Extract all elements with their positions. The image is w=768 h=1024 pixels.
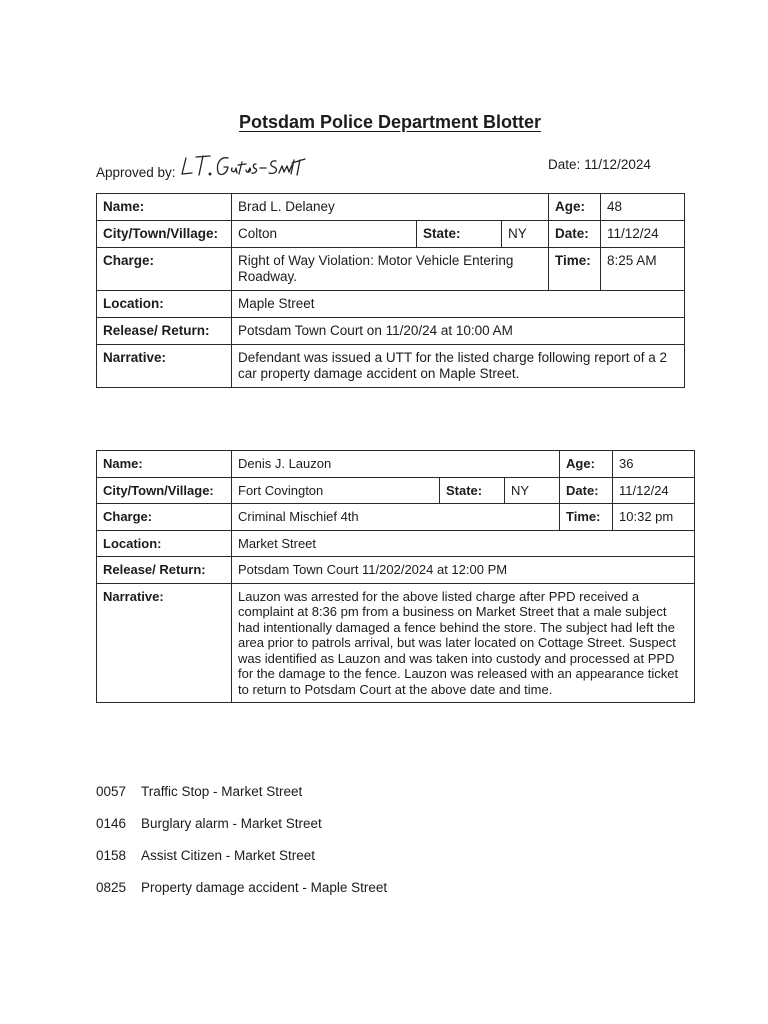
report-date [548, 157, 651, 172]
approved-by [96, 150, 310, 180]
date-value: 11/12/24 [601, 221, 685, 248]
date-value: 11/12/2024 [584, 157, 651, 172]
log-text: Traffic Stop - Market Street [141, 784, 303, 799]
time-label: Time: [560, 504, 613, 531]
name-value: Brad L. Delaney [232, 194, 549, 221]
name-value: Denis J. Lauzon [232, 451, 560, 478]
location-label: Location: [97, 291, 232, 318]
time-value: 10:32 pm [613, 504, 695, 531]
state-value: NY [502, 221, 549, 248]
log-code: 0146 [96, 816, 127, 831]
release-value: Potsdam Town Court 11/202/2024 at 12:00 PM [232, 557, 695, 584]
log-item [96, 848, 387, 880]
narrative-value: Defendant was issued a UTT for the listed charge following report of a 2 car property damage accident on Maple Street. [232, 345, 685, 388]
page-title: Potsdam Police Department Blotter [238, 112, 542, 132]
narrative-label: Narrative: [97, 583, 232, 703]
age-label: Age: [549, 194, 601, 221]
charge-label: Charge: [97, 248, 232, 291]
blotter-record [96, 193, 685, 388]
log-code: 0158 [96, 848, 127, 863]
log-text: Burglary alarm - Market Street [141, 816, 322, 831]
city-value: Colton [232, 221, 417, 248]
narrative-value: Lauzon was arrested for the above listed charge after PPD received a complaint at 8:36 pm from a business on Market Street that a male subject had intentionally damaged a fence behind the store. The subject had left the area prior to patrols arrival, but was later located on Cottage Street. Suspect was identified as Lauzon and was taken into custody and processed at PPD for the damage to the fence. Lauzon was released with an appearance ticket to return to Potsdam Court at the above date and time. [232, 583, 695, 703]
location-label: Location: [97, 530, 232, 557]
city-value: Fort Covington [232, 477, 440, 504]
date-value: 11/12/24 [613, 477, 695, 504]
name-label: Name: [97, 451, 232, 478]
time-value: 8:25 AM [601, 248, 685, 291]
state-value: NY [505, 477, 560, 504]
log-item [96, 880, 387, 912]
location-value: Market Street [232, 530, 695, 557]
charge-label: Charge: [97, 504, 232, 531]
name-label: Name: [97, 194, 232, 221]
log-item [96, 816, 387, 848]
date-label: Date: [560, 477, 613, 504]
state-label: State: [440, 477, 505, 504]
blotter-record [96, 450, 695, 703]
time-label: Time: [549, 248, 601, 291]
narrative-label: Narrative: [97, 345, 232, 388]
location-value: Maple Street [232, 291, 685, 318]
signature [180, 150, 310, 180]
charge-value: Criminal Mischief 4th [232, 504, 560, 531]
age-value: 48 [601, 194, 685, 221]
log-text: Assist Citizen - Market Street [141, 848, 316, 863]
charge-value: Right of Way Violation: Motor Vehicle Entering Roadway. [232, 248, 549, 291]
call-log [96, 784, 387, 912]
log-item [96, 784, 387, 816]
release-label: Release/ Return: [97, 557, 232, 584]
release-value: Potsdam Town Court on 11/20/24 at 10:00 AM [232, 318, 685, 345]
log-code: 0057 [96, 784, 127, 799]
state-label: State: [417, 221, 502, 248]
release-label: Release/ Return: [97, 318, 232, 345]
date-label: Date: [548, 157, 581, 172]
city-label: City/Town/Village: [97, 477, 232, 504]
age-label: Age: [560, 451, 613, 478]
approved-label: Approved by: [96, 165, 176, 180]
log-code: 0825 [96, 880, 127, 895]
city-label: City/Town/Village: [97, 221, 232, 248]
age-value: 36 [613, 451, 695, 478]
log-text: Property damage accident - Maple Street [141, 880, 388, 895]
date-label: Date: [549, 221, 601, 248]
